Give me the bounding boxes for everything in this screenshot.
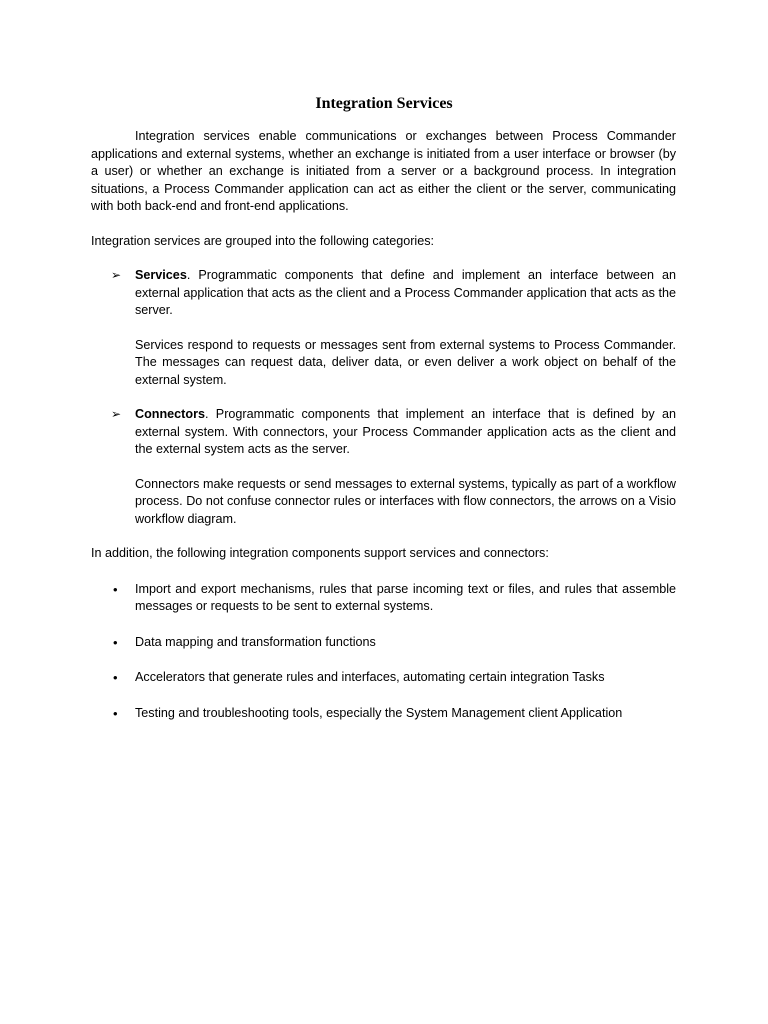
category-item-connectors	[91, 406, 676, 528]
term-punctuation: .	[186, 268, 191, 282]
component-text: Testing and troubleshooting tools, especially the System Management client Application	[135, 705, 623, 720]
component-text: Import and export mechanisms, rules that parse incoming text or files, and rules that assemble messages or requests to be sent to external systems.	[135, 581, 676, 613]
component-item	[91, 581, 676, 616]
bullet-dot-icon: •	[113, 705, 118, 721]
categories-lead: Integration services are grouped into the following categories:	[91, 233, 435, 248]
components-lead: In addition, the following integration components support services and connectors:	[91, 546, 549, 560]
category-item-services	[91, 267, 676, 389]
category-detail: Connectors make requests or send messages to external systems, typically as part of a workflow process. Do not confuse connector rules or interfaces with flow connectors, the arrows on a Visio workflow diagram.	[135, 476, 676, 526]
component-item	[91, 669, 676, 687]
component-item	[91, 634, 676, 652]
category-term: Connectors	[135, 407, 205, 421]
intro-paragraph: Integration services enable communications or exchanges between Process Commander applications and external systems, whether an exchange is initiated from a user interface or browser (by a user) or whether an exchange is initiated from a server or a background process. In integration situations, a Process Commander application can act as either the client or the server, communicating with both back-end and front-end applications.	[91, 129, 676, 213]
component-text: Data mapping and transformation functions	[135, 634, 376, 649]
category-term: Services	[135, 268, 187, 282]
bullet-dot-icon: •	[113, 581, 118, 597]
arrow-bullet-icon: ➢	[111, 407, 122, 421]
definition-text: Programmatic components that define and implement an interface between an external application that acts as the client and a Process Commander application that acts as the server.	[135, 268, 676, 317]
category-detail: Services respond to requests or messages sent from external systems to Process Commander. The messages can request data, deliver data, or even deliver a work object on behalf of the external system.	[135, 337, 676, 387]
category-definition	[135, 406, 676, 459]
arrow-bullet-icon: ➢	[111, 268, 122, 282]
definition-text: Programmatic components that implement an interface that is defined by an external system. With connectors, your Process Commander application acts as the client and the external system acts as the server.	[135, 407, 676, 456]
category-definition	[135, 267, 676, 320]
document-body	[91, 128, 676, 740]
bullet-dot-icon: •	[113, 634, 118, 650]
bullet-dot-icon: •	[113, 670, 118, 685]
term-punctuation: .	[204, 407, 209, 421]
page-title: Integration Services	[315, 95, 453, 112]
component-item	[91, 705, 676, 723]
component-text: Accelerators that generate rules and interfaces, automating certain integration Tasks	[135, 670, 605, 684]
